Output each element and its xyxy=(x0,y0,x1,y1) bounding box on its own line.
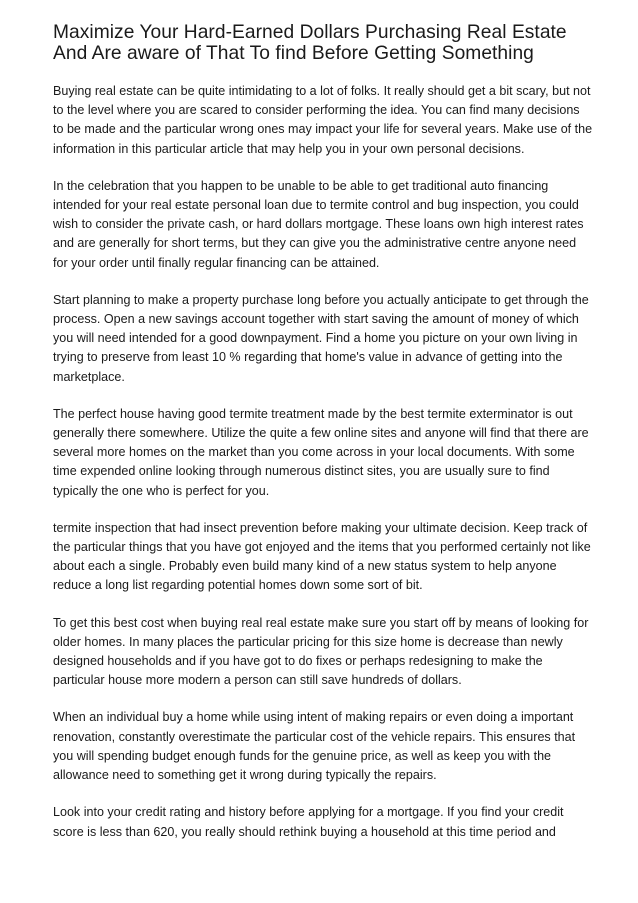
paragraph-2: In the celebration that you happen to be unable to be able to get traditional auto financing intended for your real estate personal loan due to termite control and bug inspection, you could wish to consider the private cash, or hard dollars mortgage. These loans own high interest rates and are generally for short terms, but they can give you the administrative centre anyone need for your order until finally regular financing can be attained. xyxy=(53,178,584,270)
paragraph-6: To get this best cost when buying real real estate make sure you start off by means of looking for older homes. In many places the particular pricing for this size home is decrease than newly designed households and if you have got to do fixes or perhaps redesigning to make the particular house more modern a person can still save hundreds of dollars. xyxy=(53,615,589,688)
document-page xyxy=(53,22,593,860)
paragraph-4: The perfect house having good termite treatment made by the best termite exterminator is out generally there somewhere. Utilize the quite a few online sites and anyone will find that there are several more homes on the market than you come across in your local documents. With some time expended online looking through numerous distinct sites, you are usually sure to find typically the one who is perfect for you. xyxy=(53,406,589,498)
paragraph-3: Start planning to make a property purchase long before you actually anticipate to get through the process. Open a new savings account together with start saving the amount of money of which you will need intended for a good downpayment. Find a home you picture on your own living in trying to preserve from least 10 % regarding that home's value in advance of getting into the marketplace. xyxy=(53,292,589,384)
paragraph-5: termite inspection that had insect prevention before making your ultimate decision. Keep track of the particular things that you have got enjoyed and the items that you performed certainly not like about each a single. Probably even build many kind of a new status system to help anyone reduce a long list regarding potential homes down some sort of bit. xyxy=(53,520,591,593)
paragraph-7: When an individual buy a home while using intent of making repairs or even doing a important renovation, constantly overestimate the particular cost of the vehicle repairs. This ensures that you will spending budget enough funds for the genuine price, as well as keep you with the allowance need to something get it wrong during typically the repairs. xyxy=(53,710,576,783)
paragraph-8: Look into your credit rating and history before applying for a mortgage. If you find your credit score is less than 620, you really should rethink buying a household at this time period and xyxy=(53,805,564,839)
document-title: Maximize Your Hard-Earned Dollars Purchasing Real Estate And Are aware of That To find Before Getting Something xyxy=(53,22,567,64)
paragraph-1: Buying real estate can be quite intimidating to a lot of folks. It really should get a bit scary, but not to the level where you are scared to consider performing the idea. You can find many decisions to be made and the particular wrong ones may impact your life for several years. Make use of the information in this particular article that may help you in your own personal decisions. xyxy=(53,84,593,156)
